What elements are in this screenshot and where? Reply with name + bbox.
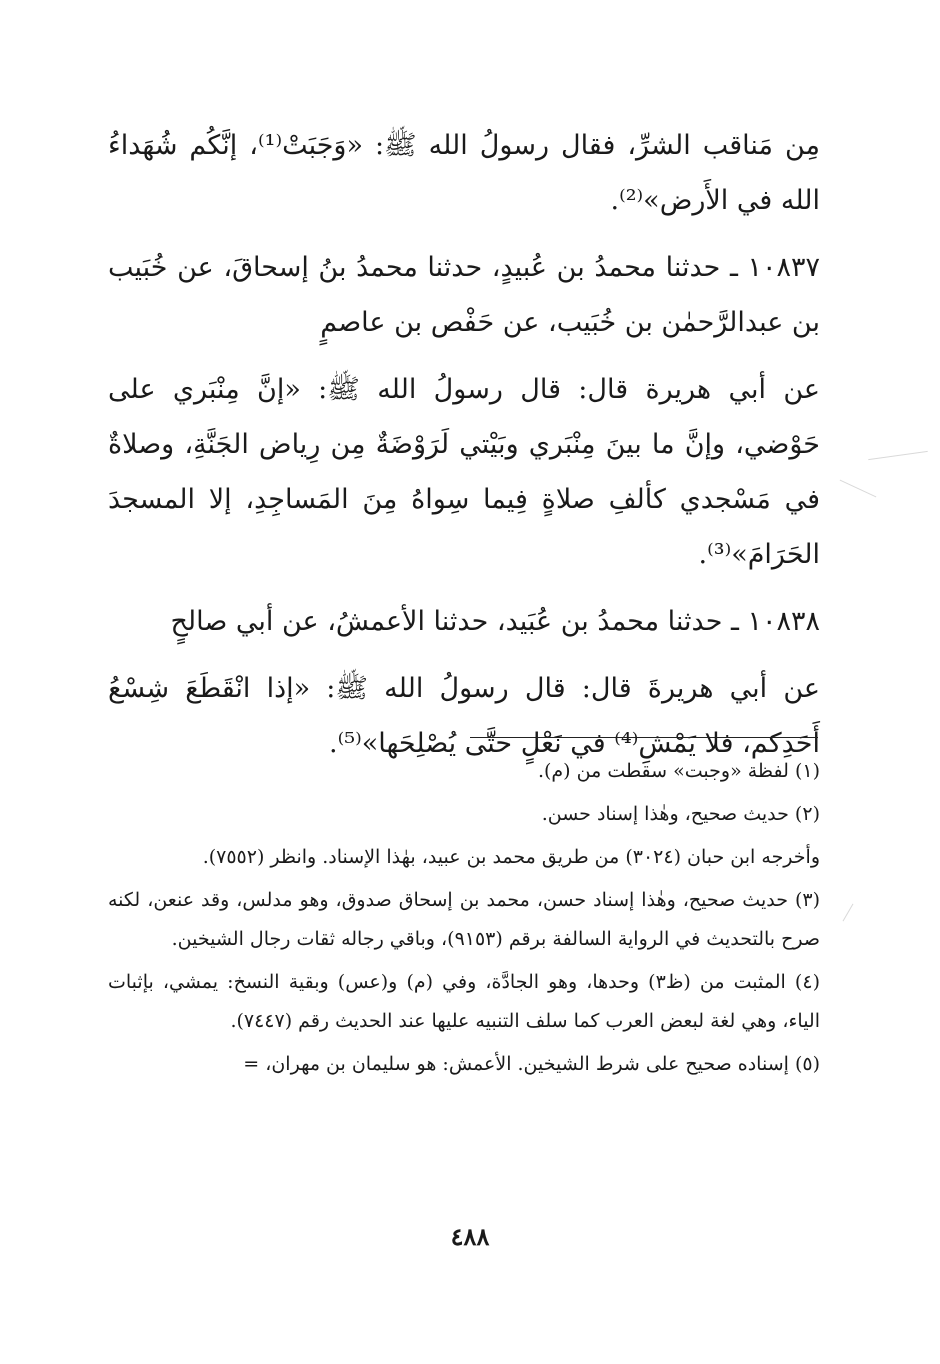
footnote-separator xyxy=(470,737,818,738)
footnote-2-continued: وأخرجه ابن حبان (٣٠٢٤) من طريق محمد بن عبيد، بهٰذا الإسناد. وانظر (٧٥٥٢). xyxy=(202,846,820,868)
hadith-10837-matn: عن أبي هريرة قال: قال رسولُ الله ﷺ: «إنَّ مِنْبَري على حَوْضي، وإنَّ ما بينَ مِنْبَري وبَيْتي لَرَوْضَةٌ مِن رِياض الجَنَّةِ، وصلاةٌ في مَسْجدي كألفِ صلاةٍ فِيما سِواهُ مِنَ المَساجِدِ، إلا المسجدَ الحَرَامَ»⁽³⁾. xyxy=(108,374,820,570)
scan-mark xyxy=(840,480,877,498)
hadith-10837-isnad: ١٠٨٣٧ ـ حدثنا محمدُ بن عُبيدٍ، حدثنا محمدُ بنُ إسحاقَ، عن خُبَيب بن عبدالرَّحمٰن بن خُبَيب، عن حَفْص بن عاصمٍ xyxy=(108,252,820,338)
footnote-3: (٣) حديث صحيح، وهٰذا إسناد حسن، محمد بن إسحاق صدوق، وهو مدلس، وقد عنعن، لكنه صرح بالتحديث في الرواية السالفة برقم (٩١٥٣)، وباقي رجاله ثقات رجال الشيخين. xyxy=(108,889,820,950)
footnote-2: (٢) حديث صحيح، وهٰذا إسناد حسن. xyxy=(541,803,820,825)
footnote-5: (٥) إسناده صحيح على شرط الشيخين. الأعمش: هو سليمان بن مهران، = xyxy=(243,1053,820,1075)
hadith-10838-isnad: ١٠٨٣٨ ـ حدثنا محمدُ بن عُبَيد، حدثنا الأعمشُ، عن أبي صالحٍ xyxy=(170,606,820,637)
main-text xyxy=(108,118,820,783)
scan-mark xyxy=(843,904,854,922)
footnotes xyxy=(108,752,820,1088)
scan-mark xyxy=(868,451,928,460)
page-number: ٤٨٨ xyxy=(450,1222,490,1251)
footnote-4: (٤) المثبت من (ظ٣) وحدها، وهو الجادَّة، وفي (م) و(عس) وبقية النسخ: يمشي، بإثبات الياء، وهي لغة لبعض العرب كما سلف التنبيه عليها عند الحديث رقم (٧٤٤٧). xyxy=(108,971,820,1032)
footnote-1: (١) لفظة «وجبت» سقطت من (م). xyxy=(537,760,820,782)
hadith-10838-matn: عن أبي هريرةَ قال: قال رسولُ الله ﷺ: «إذا انْقَطَعَ شِسْعُ أَحَدِكم، فلا يَمْشِ⁽⁴⁾ في نَعْلٍ حتَّى يُصْلِحَها»⁽⁵⁾. xyxy=(108,673,820,759)
paragraph-continuation: مِن مَناقب الشرِّ، فقال رسولُ الله ﷺ: «وَجَبَتْ⁽¹⁾، إنَّكُم شُهَداءُ الله في الأَرض»⁽²⁾. xyxy=(108,130,820,216)
